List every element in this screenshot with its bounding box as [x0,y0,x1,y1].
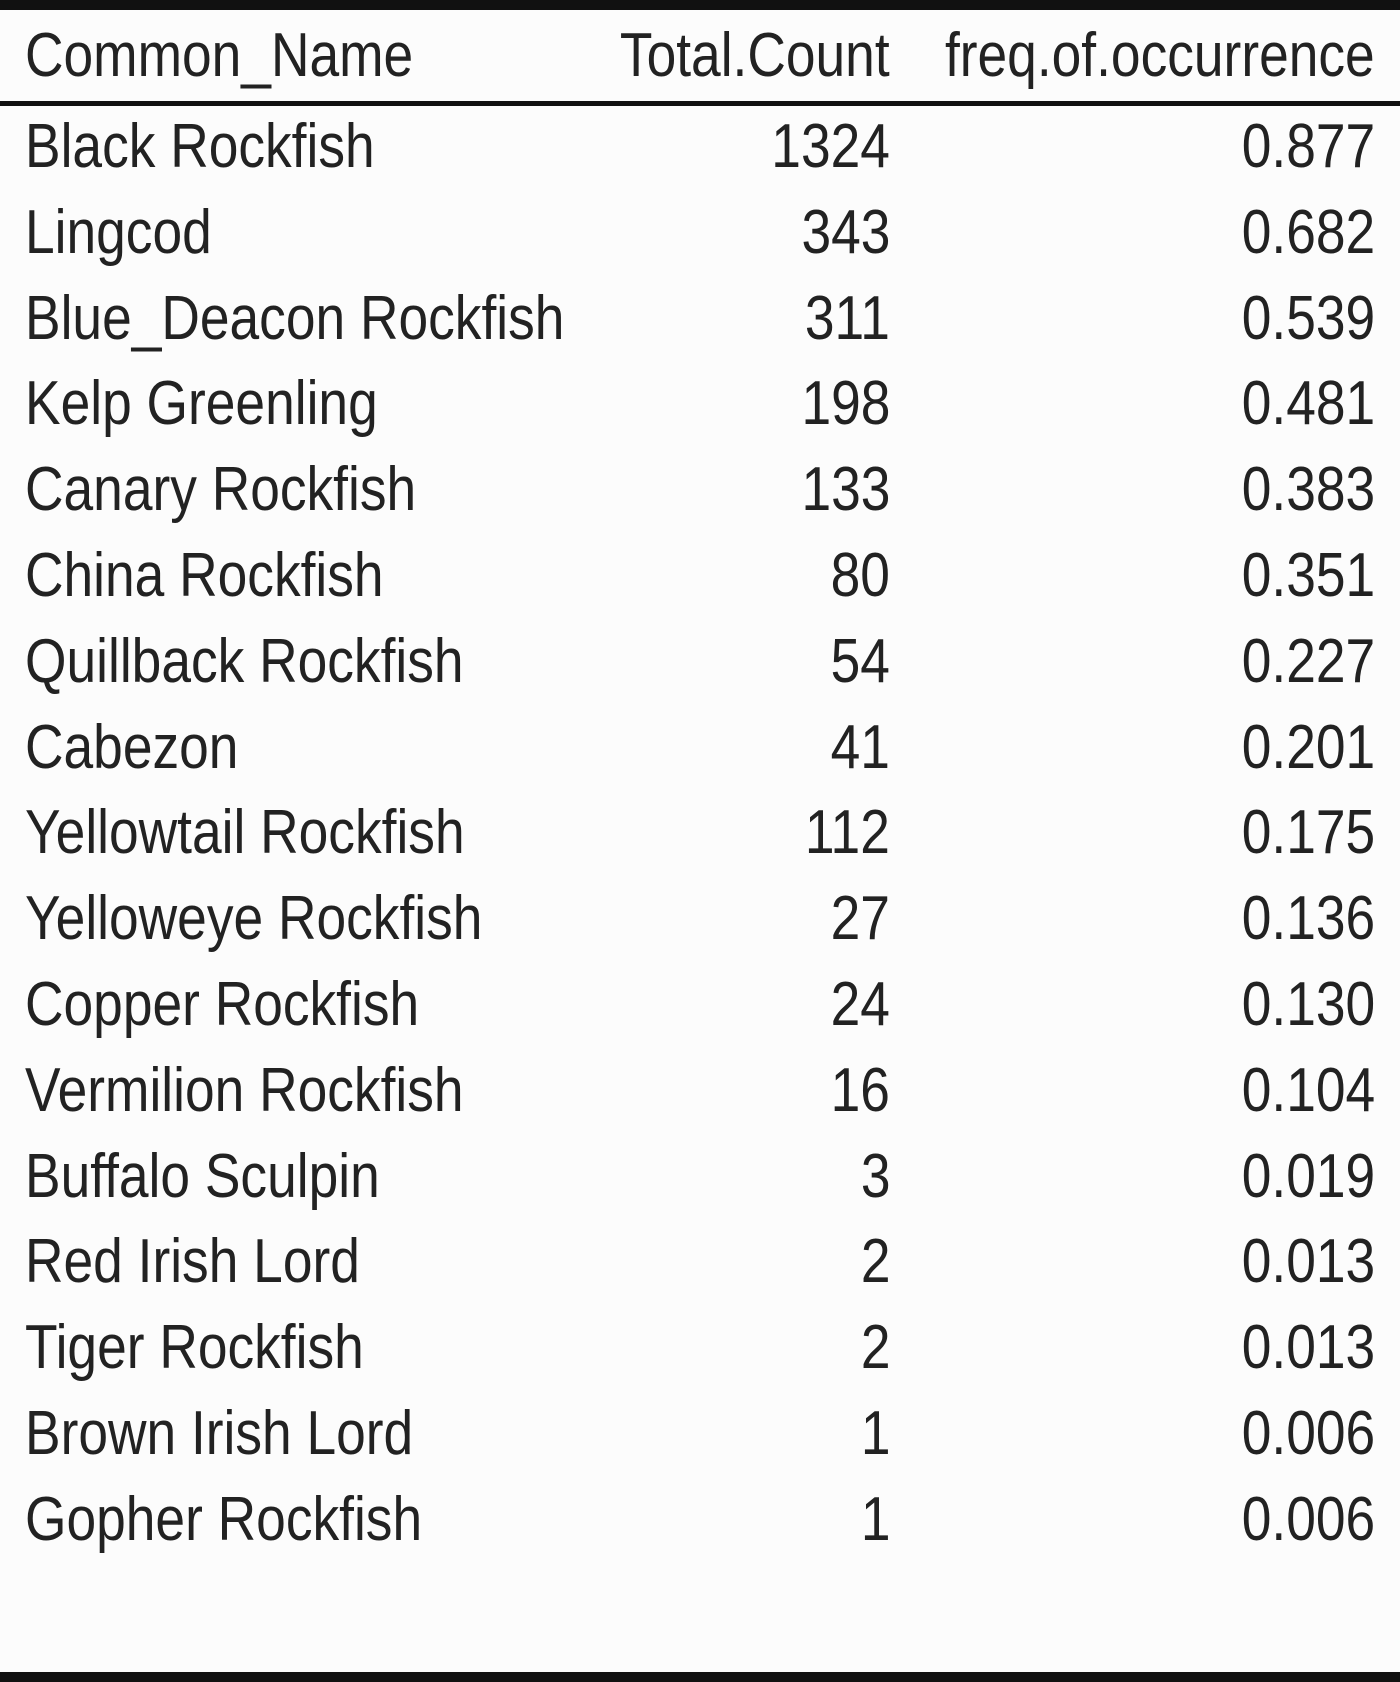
table-row [0,190,1400,276]
cell-common-name: Brown Irish Lord [25,1399,414,1468]
cell-common-name: Tiger Rockfish [25,1313,364,1383]
cell-common-name: Lingcod [25,197,212,267]
cell-common-name: Yellowtail Rockfish [25,798,465,868]
cell-total-count: 343 [801,197,890,267]
cell-total-count: 27 [830,884,890,954]
cell-common-name: Black Rockfish [25,112,375,181]
cell-total-count: 1 [860,1399,890,1468]
cell-freq-of-occurrence: 0.682 [1241,197,1375,267]
cell-total-count: 2 [860,1313,890,1383]
cell-freq-of-occurrence: 0.201 [1241,712,1375,782]
cell-freq-of-occurrence: 0.013 [1241,1227,1375,1297]
cell-total-count: 24 [830,970,890,1039]
cell-common-name: China Rockfish [25,541,384,610]
table-row [0,104,1400,190]
cell-total-count: 311 [804,283,890,353]
cell-common-name: Cabezon [25,712,239,782]
cell-total-count: 80 [830,541,890,610]
cell-common-name: Buffalo Sculpin [25,1141,380,1211]
cell-total-count: 3 [860,1141,890,1211]
table-bottom-rule [0,1672,1400,1682]
cell-total-count: 1 [860,1484,890,1554]
cell-freq-of-occurrence: 0.877 [1241,112,1375,181]
table-row [0,1477,1400,1563]
table-row [0,1391,1400,1477]
cell-total-count: 1324 [771,112,890,181]
cell-common-name: Kelp Greenling [25,369,378,439]
table-row [0,790,1400,876]
cell-freq-of-occurrence: 0.013 [1241,1313,1375,1383]
table-row [0,1219,1400,1305]
table-row [0,619,1400,705]
cell-total-count: 54 [830,626,890,696]
table-row [0,447,1400,533]
cell-freq-of-occurrence: 0.383 [1241,455,1375,525]
header-freq-of-occurrence: freq.of.occurrence [945,21,1375,90]
cell-common-name: Vermilion Rockfish [25,1055,464,1125]
cell-freq-of-occurrence: 0.006 [1241,1399,1375,1468]
cell-freq-of-occurrence: 0.351 [1241,541,1375,610]
cell-freq-of-occurrence: 0.130 [1241,970,1375,1039]
cell-freq-of-occurrence: 0.175 [1241,798,1375,868]
cell-total-count: 112 [804,798,890,868]
cell-common-name: Canary Rockfish [25,455,417,525]
table-row [0,705,1400,791]
cell-freq-of-occurrence: 0.539 [1241,283,1375,353]
cell-common-name: Gopher Rockfish [25,1484,423,1554]
table-row [0,1134,1400,1220]
cell-total-count: 41 [830,712,890,782]
cell-freq-of-occurrence: 0.227 [1241,626,1375,696]
table-top-rule [0,0,1400,10]
cell-total-count: 198 [801,369,890,439]
header-common-name: Common_Name [25,21,414,90]
cell-total-count: 16 [830,1055,890,1125]
cell-common-name: Yelloweye Rockfish [25,884,483,954]
cell-common-name: Red Irish Lord [25,1227,360,1297]
table-row [0,962,1400,1048]
table-row [0,276,1400,362]
table-row [0,876,1400,962]
header-total-count: Total.Count [620,21,890,90]
cell-total-count: 133 [801,455,890,525]
cell-common-name: Copper Rockfish [25,970,420,1039]
cell-freq-of-occurrence: 0.104 [1241,1055,1375,1125]
table-header-row [0,10,1400,101]
cell-freq-of-occurrence: 0.136 [1241,884,1375,954]
table-row [0,1305,1400,1391]
cell-freq-of-occurrence: 0.481 [1241,369,1375,439]
table-row [0,1048,1400,1134]
table-row [0,361,1400,447]
table-row [0,533,1400,619]
cell-common-name: Blue_Deacon Rockfish [25,283,565,353]
cell-freq-of-occurrence: 0.019 [1241,1141,1375,1211]
cell-common-name: Quillback Rockfish [25,626,464,696]
cell-total-count: 2 [860,1227,890,1297]
cell-freq-of-occurrence: 0.006 [1241,1484,1375,1554]
